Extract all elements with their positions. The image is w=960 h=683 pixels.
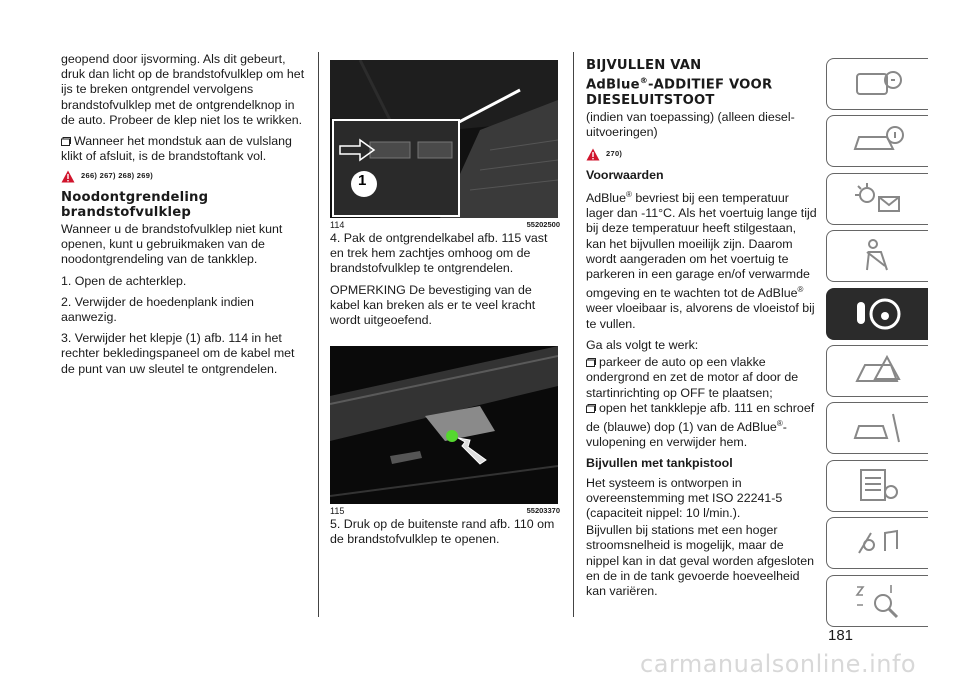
watermark: carmanualsonline.info (640, 650, 917, 678)
bullet-icon (586, 402, 596, 411)
tab-specifications[interactable] (826, 460, 928, 512)
tab-starting-driving[interactable] (826, 288, 928, 340)
tab-multimedia[interactable] (826, 517, 928, 569)
column-divider (318, 52, 319, 617)
tab-car-info[interactable] (826, 115, 928, 167)
figure-114-caption: 114 55202500 (330, 220, 560, 230)
chapter-tabs (826, 58, 928, 632)
paragraph-ice: geopend door ijsvorming. Als dit gebeurt, druk dan licht op de brandstofvulklep om het ijs te breken ontgrendel vervolgens brandstofvulklep met de ontgrendelknop in de auto. Probeer de klep niet los te wrikken. (61, 52, 305, 127)
bullet-full-tank: Wanneer het mondstuk aan de vulslang klikt of afsluit, is de brandstoftank vol. (61, 134, 292, 164)
tab-climate-lights[interactable] (826, 173, 928, 225)
note-cable: OPMERKING De bevestiging van de kabel kan breken als er te veel kracht wordt uitgeoefend. (330, 282, 536, 328)
paragraph-applicability: (indien van toepassing) (alleen diesel-uitvoeringen) (586, 110, 795, 140)
column-divider (573, 52, 574, 617)
bullet-open-cap: open het tankklepje afb. 111 en schroef de (blauwe) dop (1) van de AdBlue®-vulopening en verwijder hem. (586, 400, 815, 450)
section-heading-adblue: BIJVULLEN VAN AdBlue®-ADDITIEF VOOR DIESELUITSTOOT (586, 58, 773, 108)
page-number: 181 (828, 627, 854, 644)
step-4: 4. Pak de ontgrendelkabel afb. 115 vast en trek hem zachtjes omhoog om de brandstofvulklep te ontgrendelen. (330, 231, 548, 276)
warning-triangle-icon (586, 148, 600, 161)
step-1: 1. Open de achterklep. (61, 273, 187, 288)
column-right (586, 52, 818, 605)
warning-references: 266) 267) 268) 269) (61, 168, 307, 183)
paragraph-stations: Bijvullen bij stations met een hoger stroomsnelheid is mogelijk, maar de nippel kan in dat geval worden afgesloten en de in de tank gevoerde hoeveelheid kan variëren. (586, 523, 815, 599)
car-service-tools-icon (843, 408, 913, 448)
tab-emergency[interactable] (826, 345, 928, 397)
figure-callout-1: 1 (358, 172, 367, 189)
subheading-refuel-nozzle: Bijvullen met tankpistool (586, 456, 733, 471)
key-steering-wheel-icon (843, 294, 913, 334)
step-3: 3. Verwijder het klepje (1) afb. 114 in het rechter bekledingspaneel om de kabel met de punt van uw sleutel te ontgrendelen. (61, 331, 295, 376)
paragraph-emergency: Wanneer u de brandstofvulklep niet kunt openen, kunt u gebruikmaken van de noodontgrendeling van de tankklep. (61, 222, 283, 267)
step-2: 2. Verwijder de hoedenplank indien aanwezig. (61, 294, 254, 325)
step-5: 5. Druk op de buitenste rand afb. 110 om de brandstofvulklep te openen. (330, 517, 555, 547)
climate-lights-icon (843, 179, 913, 219)
alphabetical-index-icon (843, 581, 913, 621)
tab-index[interactable] (826, 575, 928, 627)
bullet-icon (586, 356, 596, 365)
dashboard-info-icon (843, 64, 913, 104)
figure-115-caption: 115 55203370 (330, 506, 560, 517)
section-heading-emergency-release: Noodontgrendeling brandstofvulklep (61, 189, 209, 220)
paragraph-procedure: Ga als volgt te werk: (586, 337, 699, 352)
bullet-park: parkeer de auto op een vlakke ondergrond en zet de motor af door de startinrichting op OFF te plaatsen; (586, 355, 799, 400)
tab-dashboard[interactable] (826, 58, 928, 110)
paragraph-iso: Het systeem is ontworpen in overeenstemming met ISO 22241-5 (capaciteit nippel: 10 l/min.). (586, 475, 783, 521)
figure-114-photo (330, 60, 558, 218)
warning-triangle-icon (843, 351, 913, 391)
specifications-list-icon (843, 466, 913, 506)
column-left (61, 52, 307, 383)
bullet-icon (61, 135, 71, 144)
figure-115-photo (330, 346, 558, 504)
warning-triangle-icon (61, 170, 75, 183)
seatbelt-airbag-icon (843, 236, 913, 276)
column-middle (330, 60, 560, 554)
multimedia-icon (843, 523, 913, 563)
warning-reference: 270) (586, 146, 818, 161)
tab-safety[interactable] (826, 230, 928, 282)
car-info-icon (843, 121, 913, 161)
paragraph-adblue-freezing: AdBlue® bevriest bij een temperatuur lager dan -11°C. Als het voertuig lange tijd bij deze temperatuur heeft stilgestaan, kan het bijvullen moeilijk zijn. Daarom wordt aangeraden om het voertuig te parkeren in een garage en/of verwarmde omgeving en te wachten tot de AdBlue® weer vloeibaar is, alvorens de vloeistof bij te vullen. (586, 189, 817, 331)
subheading-conditions: Voorwaarden (586, 167, 664, 182)
tab-service[interactable] (826, 402, 928, 454)
